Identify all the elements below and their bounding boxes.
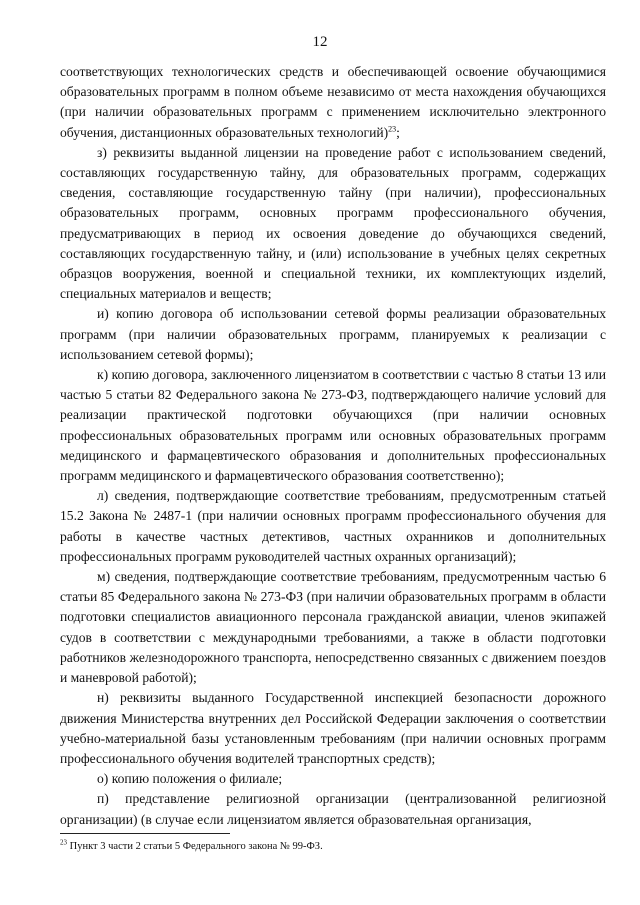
footnote-reference: 23	[388, 124, 397, 134]
paragraph-l: л) сведения, подтверждающие соответствие требованиям, предусмотренным статьей 15.2 Закона № 2487-1 (при наличии основных программ профессионального обучения для работы в качестве частных детективов, частных охранников и дополнительных профессиональных программ руководителей частных охранных организаций);	[60, 488, 606, 564]
paragraph-m: м) сведения, подтверждающие соответствие требованиям, предусмотренным частью 6 статьи 85 Федерального закона № 273-ФЗ (при наличии образовательных программ в области подготовки специалистов авиационного персонала гражданской авиации, членов экипажей судов в соответствии с международными требованиями, а также в области подготовки работников железнодорожного транспорта, непосредственно связанных с движением поездов и маневровой работой);	[60, 569, 606, 686]
page-number: 12	[312, 34, 328, 50]
paragraph-p: п) представление религиозной организации (централизованной религиозной организации) (в случае если лицензиатом является образовательная организация,	[60, 791, 606, 827]
paragraph-n: н) реквизиты выданного Государственной инспекцией безопасности дорожного движения Министерства внутренних дел Российской Федерации заключения о соответствии учебно-материальной базы установленным требованиям (при наличии основных программ профессионального обучения водителей транспортных средств);	[60, 690, 606, 766]
footnote-divider	[60, 833, 230, 834]
paragraph-continuation	[60, 62, 606, 143]
paragraph-z: з) реквизиты выданной лицензии на проведение работ с использованием сведений, составляющих государственную тайну, для образовательных программ, содержащих сведения, составляющие государственную тайну (при наличии), профессиональных образовательных программ, основных программ профессионального обучения, предусматривающих в период их освоения доведение до обучающихся сведений, составляющих государственную тайну, и (или) использование в учебных целях секретных образцов вооружения, военной и специальной техники, их комплектующих изделий, специальных материалов и веществ;	[60, 144, 606, 302]
footnote-marker: 23	[60, 838, 67, 847]
footnote	[60, 840, 606, 853]
paragraph-k: к) копию договора, заключенного лицензиатом в соответствии с частью 8 статьи 13 или частью 5 статьи 82 Федерального закона № 273-ФЗ, подтверждающего наличие условий для реализации практической подготовки обучающихся (при наличии основных профессиональных образовательных программ или основных образовательных программ медицинского и фармацевтического образования и дополнительных профессиональных программ медицинского и фармацевтического образования соответственно);	[60, 367, 606, 484]
paragraph-o: о) копию положения о филиале;	[97, 771, 283, 787]
paragraph-continuation-tail: ;	[396, 124, 400, 140]
footnote-text: Пункт 3 части 2 статьи 5 Федерального закона № 99-ФЗ.	[67, 841, 323, 852]
paragraph-i: и) копию договора об использовании сетевой формы реализации образовательных программ (при наличии образовательных программ, планируемых к реализации с использованием сетевой формы);	[60, 306, 606, 362]
body-text	[60, 62, 606, 830]
paragraph-continuation-text: соответствующих технологических средств и обеспечивающей освоение обучающимися образовательных программ в полном объеме независимо от места нахождения обучающихся (при наличии образовательных программ с применением исключительно электронного обучения, дистанционных образовательных технологий)	[60, 64, 606, 140]
